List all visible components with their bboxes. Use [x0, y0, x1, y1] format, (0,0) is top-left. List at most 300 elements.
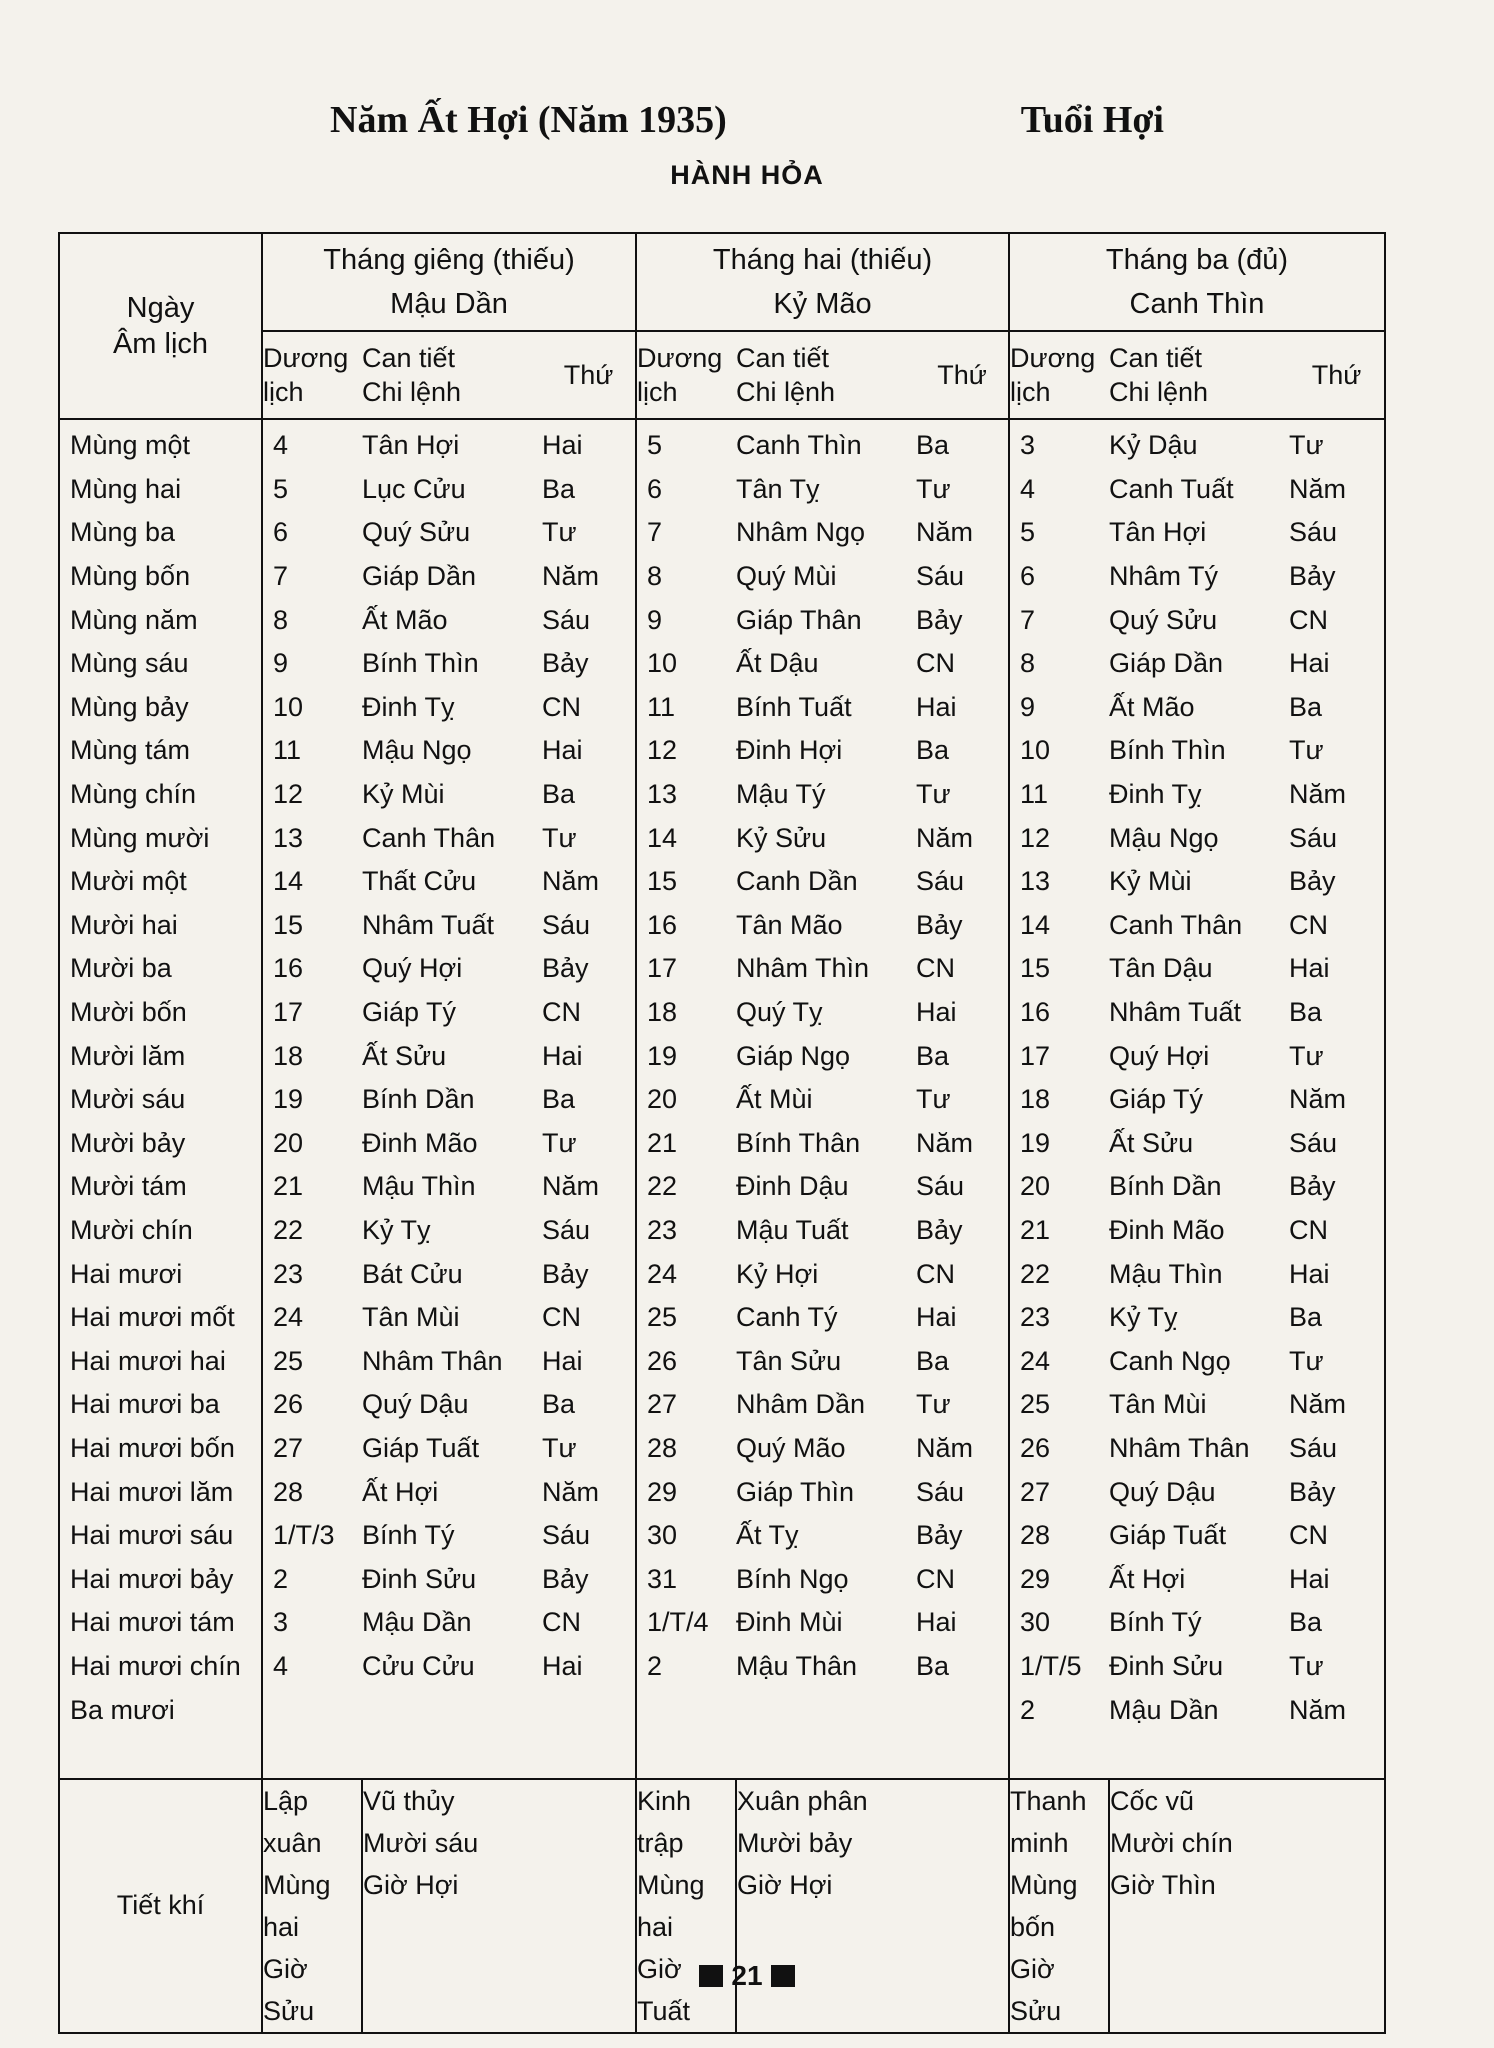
canchi-cell: Tân Sửu	[736, 1345, 842, 1376]
gregorian-date: 12	[273, 779, 304, 810]
table-row	[59, 729, 1385, 773]
gregorian-date: 1/T/4	[647, 1607, 709, 1638]
gregorian-date: 30	[647, 1520, 678, 1551]
month-name: Tháng ba (đủ)	[1105, 244, 1289, 276]
gregorian-date: 21	[647, 1127, 678, 1158]
canchi-cell: Nhâm Dần	[736, 1389, 866, 1420]
canchi-cell: Bính Dần	[362, 1084, 475, 1115]
lunar-day-label: Mười tám	[59, 1165, 262, 1209]
weekday-cell: Năm	[1289, 1383, 1385, 1427]
canchi-header	[736, 331, 916, 419]
canchi-cell: Tân Mùi	[362, 1302, 460, 1333]
canchi-cell: Nhâm Tuất	[362, 909, 495, 940]
canchi-cell: Tân Mão	[736, 909, 843, 940]
gregorian-date: 24	[1020, 1345, 1051, 1376]
gregorian-date: 7	[1020, 604, 1036, 635]
gregorian-date: 18	[647, 997, 678, 1028]
solar-term-cell	[1109, 1779, 1385, 2033]
weekday-cell: Hai	[1289, 1557, 1385, 1601]
gregorian-date: 11	[647, 691, 676, 722]
weekday-cell: Sáu	[542, 904, 636, 948]
canchi-cell: Mậu Ngọ	[1109, 822, 1219, 853]
canchi-cell: Canh Dần	[736, 866, 858, 897]
solar-term-text: Mùng hai	[263, 1869, 331, 1942]
table-row	[59, 1165, 1385, 1209]
canchi-cell: Đinh Sửu	[362, 1563, 477, 1594]
canchi-cell: Giáp Tý	[1109, 1084, 1204, 1115]
gregorian-date: 5	[647, 430, 663, 461]
canchi-header	[1109, 331, 1289, 419]
header-text: Dương	[1010, 343, 1096, 373]
canchi-cell: Ất Mão	[362, 604, 448, 635]
weekday-header: Thứ	[542, 331, 636, 419]
solar-term-text: Kinh trập	[637, 1785, 692, 1858]
table-row	[59, 1339, 1385, 1383]
canchi-cell: Canh Tý	[736, 1302, 838, 1333]
weekday-cell: Ba	[1289, 1601, 1385, 1645]
gregorian-date: 3	[273, 1607, 289, 1638]
gregorian-date: 5	[273, 473, 289, 504]
canchi-cell: Đinh Dậu	[736, 1171, 849, 1202]
gregorian-date: 11	[1020, 779, 1049, 810]
gregorian-date: 22	[647, 1171, 678, 1202]
canchi-cell: Kỷ Mùi	[362, 779, 445, 810]
weekday-cell: CN	[916, 947, 1009, 991]
gregorian-date-header	[262, 331, 362, 419]
weekday-cell: Tư	[1289, 729, 1385, 773]
weekday-cell: Ba	[542, 1078, 636, 1122]
month-name: Tháng hai (thiếu)	[712, 244, 933, 276]
canchi-cell: Mậu Tuất	[736, 1214, 849, 1245]
gregorian-date: 18	[1020, 1084, 1051, 1115]
gregorian-date: 14	[647, 822, 678, 853]
gregorian-date: 2	[647, 1650, 663, 1681]
solar-term-cell	[262, 1779, 362, 2033]
canchi-cell: Mậu Thìn	[1109, 1258, 1223, 1289]
gregorian-date: 29	[647, 1476, 678, 1507]
lunar-day-label: Hai mươi mốt	[59, 1296, 262, 1340]
weekday-cell: CN	[916, 1557, 1009, 1601]
solar-term-text: Mười bảy	[737, 1827, 853, 1858]
weekday-cell: Bảy	[916, 904, 1009, 948]
zodiac-title: Tuổi Hợi	[1020, 99, 1164, 141]
gregorian-date: 23	[273, 1258, 304, 1289]
weekday-cell: Năm	[916, 1427, 1009, 1471]
table-row	[59, 686, 1385, 730]
gregorian-date: 25	[273, 1345, 304, 1376]
canchi-cell: Ất Hợi	[1109, 1563, 1186, 1594]
lunar-day-label: Mùng bảy	[59, 686, 262, 730]
canchi-cell: Canh Ngọ	[1109, 1345, 1231, 1376]
solar-term-cell	[362, 1779, 636, 2033]
header-text: Can tiết	[736, 343, 830, 373]
table-row	[59, 1470, 1385, 1514]
table-row	[59, 860, 1385, 904]
gregorian-date: 24	[647, 1258, 678, 1289]
weekday-cell	[542, 1688, 636, 1732]
canchi-cell: Thất Cửu	[362, 866, 477, 897]
lunar-day-label: Mùng hai	[59, 468, 262, 512]
weekday-cell: Năm	[1289, 468, 1385, 512]
gregorian-date-header	[1009, 331, 1109, 419]
solar-term-text: Mùng hai	[637, 1869, 705, 1942]
weekday-cell: Ba	[916, 1645, 1009, 1689]
canchi-cell: Tân Tỵ	[736, 473, 820, 504]
canchi-cell: Quý Mão	[736, 1432, 846, 1463]
table-row	[59, 947, 1385, 991]
lunar-day-label: Mười bốn	[59, 991, 262, 1035]
lunar-day-label: Hai mươi bốn	[59, 1427, 262, 1471]
table-row	[59, 1427, 1385, 1471]
weekday-cell: Năm	[542, 1470, 636, 1514]
table-row	[59, 1209, 1385, 1253]
weekday-cell: Hai	[542, 424, 636, 468]
weekday-cell: Tư	[916, 468, 1009, 512]
element-subtitle: HÀNH HỎA	[670, 160, 824, 190]
month-header-3	[1009, 233, 1385, 331]
weekday-cell: Tư	[1289, 1645, 1385, 1689]
gregorian-date: 8	[647, 561, 663, 592]
table-row	[59, 773, 1385, 817]
canchi-cell: Giáp Thân	[736, 604, 862, 635]
header-text: lịch	[637, 377, 678, 407]
weekday-cell: Tư	[542, 511, 636, 555]
table-row	[59, 468, 1385, 512]
gregorian-date: 2	[1020, 1694, 1036, 1725]
gregorian-date: 15	[647, 866, 678, 897]
lunar-day-label: Mùng tám	[59, 729, 262, 773]
table-row	[59, 642, 1385, 686]
gregorian-date: 28	[273, 1476, 304, 1507]
canchi-cell: Giáp Tý	[362, 997, 457, 1028]
gregorian-date: 24	[273, 1302, 304, 1333]
table-row	[59, 1252, 1385, 1296]
weekday-cell: Ba	[1289, 686, 1385, 730]
gregorian-date: 2	[273, 1563, 289, 1594]
canchi-cell: Giáp Tuất	[1109, 1520, 1227, 1551]
lunar-day-label: Mười ba	[59, 947, 262, 991]
weekday-cell: Sáu	[1289, 816, 1385, 860]
canchi-cell: Nhâm Thân	[362, 1345, 503, 1376]
gregorian-date: 13	[273, 822, 304, 853]
lunar-day-label: Hai mươi tám	[59, 1601, 262, 1645]
solar-terms-row	[59, 1779, 1385, 2033]
gregorian-date: 28	[647, 1432, 678, 1463]
gregorian-date: 25	[647, 1302, 678, 1333]
canchi-cell: Canh Tuất	[1109, 473, 1234, 504]
gregorian-date: 4	[1020, 473, 1036, 504]
weekday-cell: Bảy	[1289, 1470, 1385, 1514]
gregorian-date: 15	[273, 909, 304, 940]
solar-term-text: Vũ thủy	[363, 1785, 455, 1816]
canchi-cell: Giáp Dần	[1109, 648, 1224, 679]
weekday-cell: Ba	[1289, 1296, 1385, 1340]
gregorian-date: 6	[273, 517, 289, 548]
weekday-cell: Sáu	[916, 1165, 1009, 1209]
weekday-cell: Sáu	[916, 1470, 1009, 1514]
weekday-cell: CN	[1289, 904, 1385, 948]
canchi-header	[362, 331, 542, 419]
solar-term-text: Xuân phân	[737, 1785, 868, 1816]
gregorian-date: 27	[647, 1389, 678, 1420]
canchi-cell: Kỷ Dậu	[1109, 430, 1198, 461]
gregorian-date: 21	[1020, 1214, 1051, 1245]
canchi-cell: Ất Dậu	[736, 648, 819, 679]
weekday-cell: Tư	[1289, 1339, 1385, 1383]
month-canchi: Kỷ Mão	[773, 288, 872, 320]
gregorian-date: 9	[647, 604, 663, 635]
lunar-day-label: Mùng chín	[59, 773, 262, 817]
weekday-cell: Ba	[916, 1339, 1009, 1383]
canchi-cell: Kỷ Hợi	[736, 1258, 819, 1289]
canchi-cell: Ất Hợi	[362, 1476, 439, 1507]
weekday-cell: Hai	[916, 1601, 1009, 1645]
weekday-cell: Năm	[1289, 773, 1385, 817]
canchi-cell: Quý Mùi	[736, 561, 837, 592]
solar-term-text: Mùng bốn	[1010, 1869, 1078, 1942]
weekday-cell: Hai	[1289, 947, 1385, 991]
weekday-cell: Năm	[916, 511, 1009, 555]
weekday-cell: CN	[916, 642, 1009, 686]
weekday-cell: CN	[542, 1601, 636, 1645]
solar-terms-label: Tiết khí	[59, 1779, 262, 2033]
gregorian-date: 12	[1020, 822, 1051, 853]
solar-term-text: Mười chín	[1110, 1827, 1233, 1858]
table-row	[59, 1296, 1385, 1340]
lunar-day-label: Mùng ba	[59, 511, 262, 555]
gregorian-date: 10	[647, 648, 678, 679]
weekday-cell: Sáu	[1289, 1427, 1385, 1471]
gregorian-date: 29	[1020, 1563, 1051, 1594]
gregorian-date: 4	[273, 430, 289, 461]
gregorian-date: 30	[1020, 1607, 1051, 1638]
canchi-cell: Ất Sửu	[362, 1040, 447, 1071]
canchi-cell: Mậu Ngọ	[362, 735, 472, 766]
lunar-day-label: Mười một	[59, 860, 262, 904]
gregorian-date: 3	[1020, 430, 1036, 461]
weekday-cell: CN	[1289, 598, 1385, 642]
canchi-cell: Mậu Thân	[736, 1650, 858, 1681]
solar-term-text: Giờ Hợi	[363, 1869, 459, 1900]
canchi-cell: Lục Cửu	[362, 473, 466, 504]
canchi-cell: Bính Thìn	[1109, 735, 1226, 766]
canchi-cell: Nhâm Thìn	[736, 953, 870, 984]
month-header-2	[636, 233, 1009, 331]
month-name: Tháng giêng (thiếu)	[323, 244, 575, 276]
table-row	[59, 555, 1385, 599]
weekday-cell: Ba	[1289, 991, 1385, 1035]
weekday-header: Thứ	[1289, 331, 1385, 419]
gregorian-date: 8	[273, 604, 289, 635]
weekday-cell: Sáu	[542, 1514, 636, 1558]
weekday-cell: Hai	[542, 1339, 636, 1383]
weekday-cell: Ba	[542, 773, 636, 817]
weekday-cell: Bảy	[1289, 1165, 1385, 1209]
canchi-cell: Nhâm Tý	[1109, 561, 1219, 592]
gregorian-date: 13	[647, 779, 678, 810]
weekday-cell: Sáu	[1289, 1122, 1385, 1166]
ornament-icon	[771, 1965, 795, 1987]
lunar-day-label: Mười bảy	[59, 1122, 262, 1166]
lunar-day-label: Hai mươi sáu	[59, 1514, 262, 1558]
page-number	[0, 1960, 1494, 1992]
weekday-cell: CN	[542, 991, 636, 1035]
canchi-cell: Tân Hợi	[1109, 517, 1207, 548]
canchi-cell: Kỷ Tỵ	[1109, 1302, 1178, 1333]
lunar-day-label: Hai mươi	[59, 1252, 262, 1296]
weekday-header: Thứ	[916, 331, 1009, 419]
gregorian-date: 19	[647, 1040, 678, 1071]
weekday-cell: Ba	[542, 1383, 636, 1427]
solar-term-cell	[736, 1779, 1009, 2033]
weekday-cell: CN	[542, 686, 636, 730]
weekday-cell: Bảy	[542, 947, 636, 991]
gregorian-date: 7	[647, 517, 663, 548]
table-row	[59, 991, 1385, 1035]
gregorian-date: 23	[1020, 1302, 1051, 1333]
weekday-cell: Hai	[916, 686, 1009, 730]
ornament-icon	[699, 1965, 723, 1987]
header-text: Chi lệnh	[1109, 377, 1209, 407]
weekday-cell: Hai	[1289, 642, 1385, 686]
canchi-cell: Canh Thân	[362, 822, 496, 853]
gregorian-date: 11	[273, 735, 302, 766]
weekday-cell: Bảy	[542, 1252, 636, 1296]
weekday-cell: Năm	[542, 1165, 636, 1209]
gregorian-date: 16	[273, 953, 304, 984]
canchi-cell: Bính Thìn	[362, 648, 479, 679]
gregorian-date: 25	[1020, 1389, 1051, 1420]
gregorian-date: 20	[647, 1084, 678, 1115]
weekday-cell: Năm	[916, 1122, 1009, 1166]
table-row	[59, 1688, 1385, 1732]
canchi-cell: Bính Thân	[736, 1127, 861, 1158]
gregorian-date: 20	[1020, 1171, 1051, 1202]
gregorian-date	[636, 1688, 736, 1732]
lunar-day-label: Hai mươi lăm	[59, 1470, 262, 1514]
gregorian-date	[262, 1688, 362, 1732]
gregorian-date: 19	[1020, 1127, 1051, 1158]
lunar-day-label: Mùng mười	[59, 816, 262, 860]
month-canchi: Mậu Dần	[390, 288, 508, 320]
weekday-cell: Tư	[542, 816, 636, 860]
gregorian-date: 4	[273, 1650, 289, 1681]
weekday-cell: Hai	[916, 991, 1009, 1035]
gregorian-date: 20	[273, 1127, 304, 1158]
gregorian-date: 13	[1020, 866, 1051, 897]
table-row	[59, 424, 1385, 468]
month-header-1	[262, 233, 636, 331]
weekday-cell: Bảy	[916, 598, 1009, 642]
canchi-cell: Canh Thìn	[736, 430, 862, 461]
weekday-cell: Bảy	[542, 1557, 636, 1601]
gregorian-date: 12	[647, 735, 678, 766]
lunar-day-label: Mùng sáu	[59, 642, 262, 686]
gregorian-date: 27	[1020, 1476, 1051, 1507]
header-text: Can tiết	[362, 343, 456, 373]
header-text: Dương	[263, 343, 349, 373]
weekday-cell: Bảy	[1289, 860, 1385, 904]
canchi-cell: Nhâm Ngọ	[736, 517, 866, 548]
canchi-cell: Tân Mùi	[1109, 1389, 1207, 1420]
table-row	[59, 1557, 1385, 1601]
canchi-cell: Giáp Thìn	[736, 1476, 855, 1507]
table-row	[59, 1514, 1385, 1558]
canchi-cell: Quý Dậu	[1109, 1476, 1216, 1507]
gregorian-date: 9	[1020, 691, 1036, 722]
table-row	[59, 816, 1385, 860]
weekday-cell: Tư	[542, 1427, 636, 1471]
lunar-day-label: Mười hai	[59, 904, 262, 948]
weekday-cell: Năm	[1289, 1688, 1385, 1732]
weekday-cell: Bảy	[1289, 555, 1385, 599]
canchi-cell: Mậu Tý	[736, 779, 826, 810]
canchi-cell: Đinh Mão	[1109, 1214, 1225, 1245]
canchi-cell: Đinh Hợi	[736, 735, 843, 766]
gregorian-date: 16	[647, 909, 678, 940]
weekday-cell: CN	[542, 1296, 636, 1340]
gregorian-date: 8	[1020, 648, 1036, 679]
weekday-cell: Tư	[916, 773, 1009, 817]
gregorian-date: 6	[1020, 561, 1036, 592]
gregorian-date: 14	[1020, 909, 1051, 940]
gregorian-date: 26	[647, 1345, 678, 1376]
canchi-cell: Đinh Sửu	[1109, 1650, 1224, 1681]
weekday-cell: Tư	[1289, 424, 1385, 468]
weekday-cell	[916, 1688, 1009, 1732]
weekday-cell: Năm	[916, 816, 1009, 860]
canchi-cell: Đinh Tỵ	[1109, 779, 1202, 810]
table-row	[59, 511, 1385, 555]
weekday-cell: Tư	[542, 1122, 636, 1166]
weekday-cell: CN	[1289, 1514, 1385, 1558]
weekday-cell: Hai	[542, 1034, 636, 1078]
header-text: lịch	[263, 377, 304, 407]
weekday-cell: Ba	[916, 1034, 1009, 1078]
canchi-cell: Canh Thân	[1109, 909, 1243, 940]
canchi-cell: Quý Sửu	[1109, 604, 1218, 635]
header-text: Can tiết	[1109, 343, 1203, 373]
solar-term-text: Giờ Tuất	[637, 1953, 691, 2026]
table-row	[59, 1034, 1385, 1078]
lunar-day-label: Ba mươi	[59, 1688, 262, 1732]
weekday-cell: Hai	[1289, 1252, 1385, 1296]
gregorian-date: 19	[273, 1084, 304, 1115]
solar-term-text: Mười sáu	[363, 1827, 479, 1858]
gregorian-date: 18	[273, 1040, 304, 1071]
lunar-day-label: Mười lăm	[59, 1034, 262, 1078]
gregorian-date: 21	[273, 1171, 304, 1202]
table-row	[59, 1645, 1385, 1689]
canchi-cell: Quý Tỵ	[736, 997, 823, 1028]
gregorian-date: 23	[647, 1214, 678, 1245]
weekday-cell: Hai	[542, 729, 636, 773]
solar-term-text: Giờ Sửu	[1010, 1953, 1062, 2026]
gregorian-date: 14	[273, 866, 304, 897]
canchi-cell: Mậu Thìn	[362, 1171, 476, 1202]
page-number-text: 21	[731, 1960, 763, 1991]
lunar-day-label: Mùng bốn	[59, 555, 262, 599]
canchi-cell: Quý Sửu	[362, 517, 471, 548]
table-row	[59, 598, 1385, 642]
weekday-cell: CN	[916, 1252, 1009, 1296]
lunar-day-label: Hai mươi hai	[59, 1339, 262, 1383]
canchi-cell: Kỷ Mùi	[1109, 866, 1192, 897]
month-canchi: Canh Thìn	[1129, 288, 1265, 320]
solar-term-text: Cốc vũ	[1110, 1785, 1195, 1816]
header-text: lịch	[1010, 377, 1051, 407]
canchi-cell: Ất Tỵ	[736, 1520, 799, 1551]
